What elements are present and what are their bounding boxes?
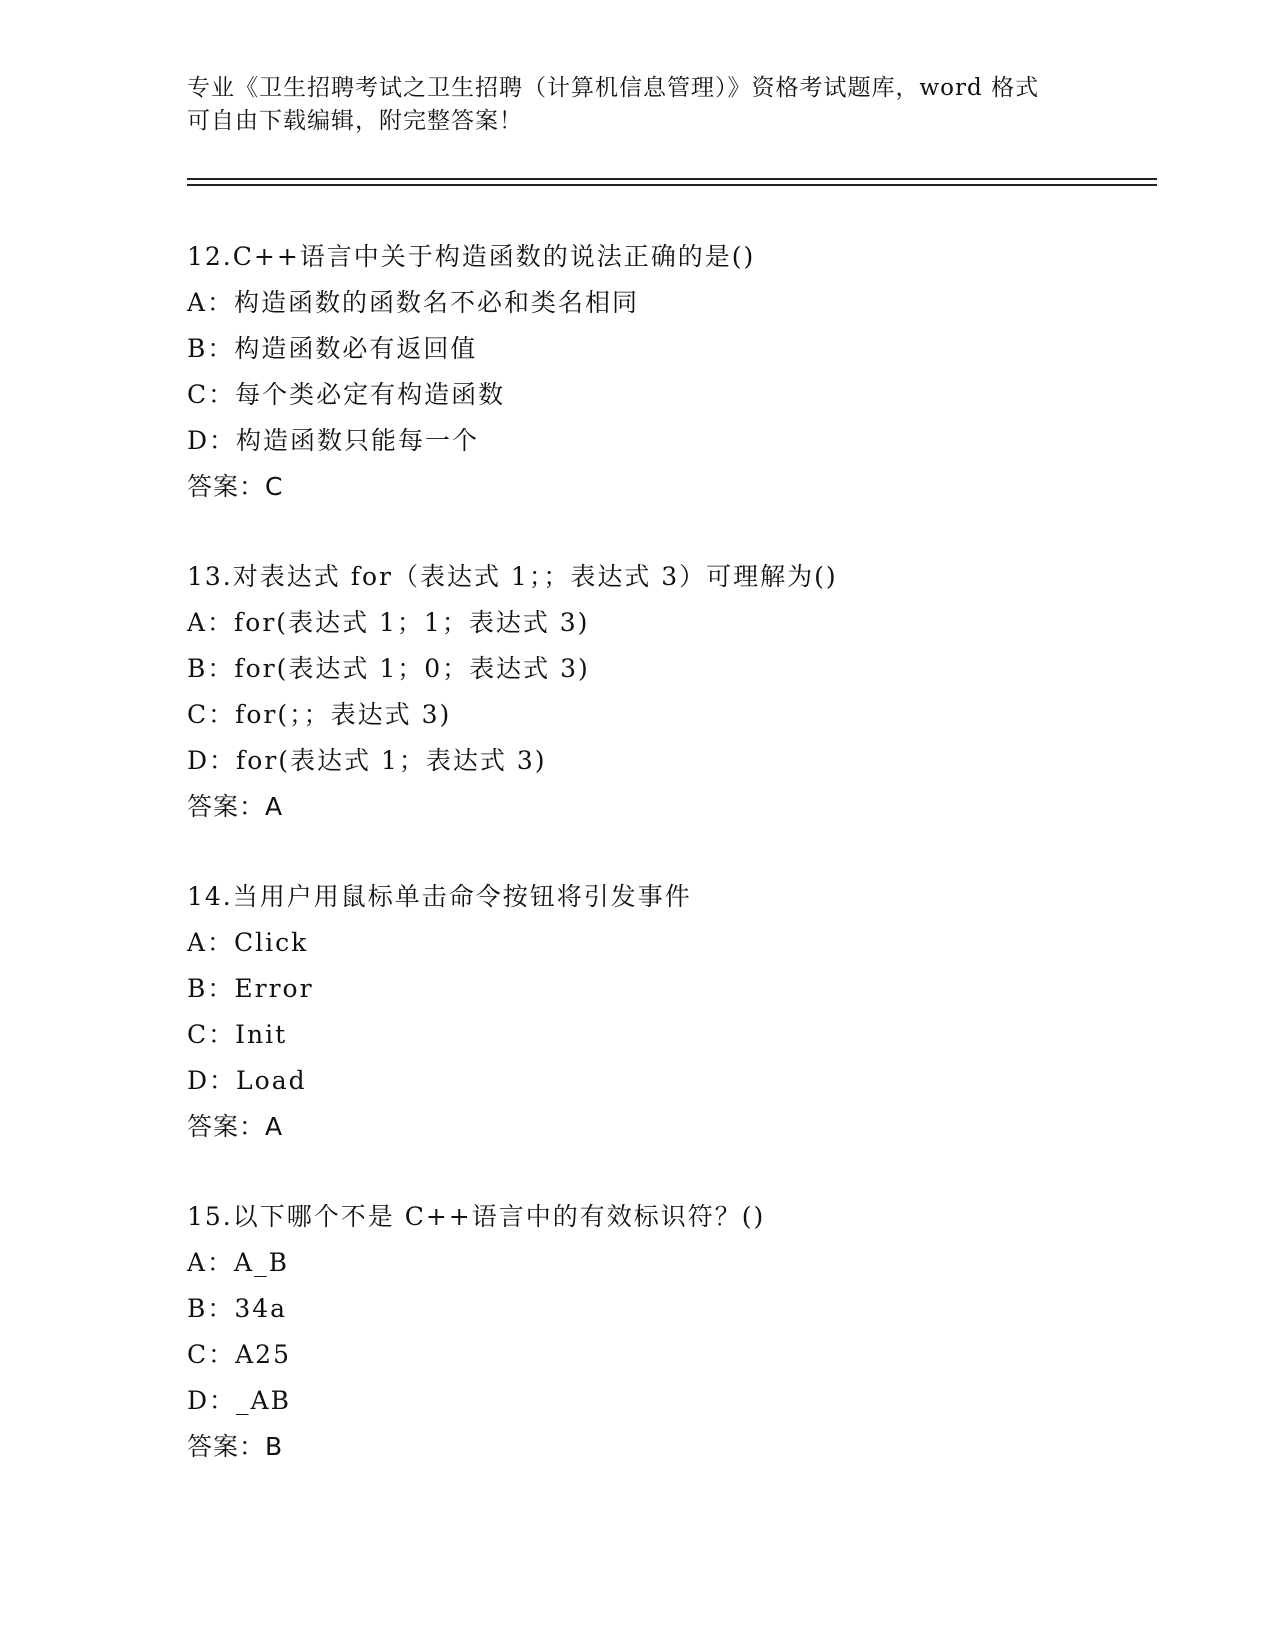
document-header — [187, 72, 1087, 138]
option-c: C：Init — [187, 1020, 288, 1049]
option-a: A：for(表达式 1；1；表达式 3) — [187, 608, 590, 637]
option-a: A：构造函数的函数名不必和类名相同 — [187, 288, 640, 317]
option-d: D：构造函数只能每一个 — [187, 426, 480, 455]
answer-label: 答案：A — [187, 792, 284, 821]
answer-label: 答案：B — [187, 1432, 284, 1461]
option-b: B：Error — [187, 974, 314, 1003]
header-divider-bottom — [187, 184, 1157, 186]
option-b: B：34a — [187, 1294, 288, 1323]
question-stem: 14.当用户用鼠标单击命令按钮将引发事件 — [187, 882, 692, 911]
option-c: C：for(；；表达式 3) — [187, 700, 452, 729]
option-d: D：_AB — [187, 1386, 291, 1415]
question-14 — [187, 874, 1167, 1150]
header-divider-top — [187, 178, 1157, 180]
question-stem: 12.C++语言中关于构造函数的说法正确的是() — [187, 242, 756, 271]
option-b: B：构造函数必有返回值 — [187, 334, 478, 363]
option-b: B：for(表达式 1；0；表达式 3) — [187, 654, 590, 683]
option-c: C：A25 — [187, 1340, 291, 1369]
option-a: A：Click — [187, 928, 309, 957]
option-d: D：for(表达式 1；表达式 3) — [187, 746, 547, 775]
answer-label: 答案：C — [187, 472, 284, 501]
question-stem: 15.以下哪个不是 C++语言中的有效标识符？() — [187, 1202, 766, 1231]
question-stem: 13.对表达式 for（表达式 1；；表达式 3）可理解为() — [187, 562, 838, 591]
option-a: A：A_B — [187, 1248, 289, 1277]
header-line-2: 可自由下载编辑，附完整答案！ — [187, 108, 523, 134]
header-line-1: 专业《卫生招聘考试之卫生招聘（计算机信息管理）》资格考试题库，word 格式 — [187, 75, 1040, 101]
question-15 — [187, 1194, 1167, 1470]
answer-label: 答案：A — [187, 1112, 284, 1141]
option-c: C：每个类必定有构造函数 — [187, 380, 506, 409]
question-13 — [187, 554, 1167, 830]
question-12 — [187, 234, 1167, 510]
option-d: D：Load — [187, 1066, 307, 1095]
